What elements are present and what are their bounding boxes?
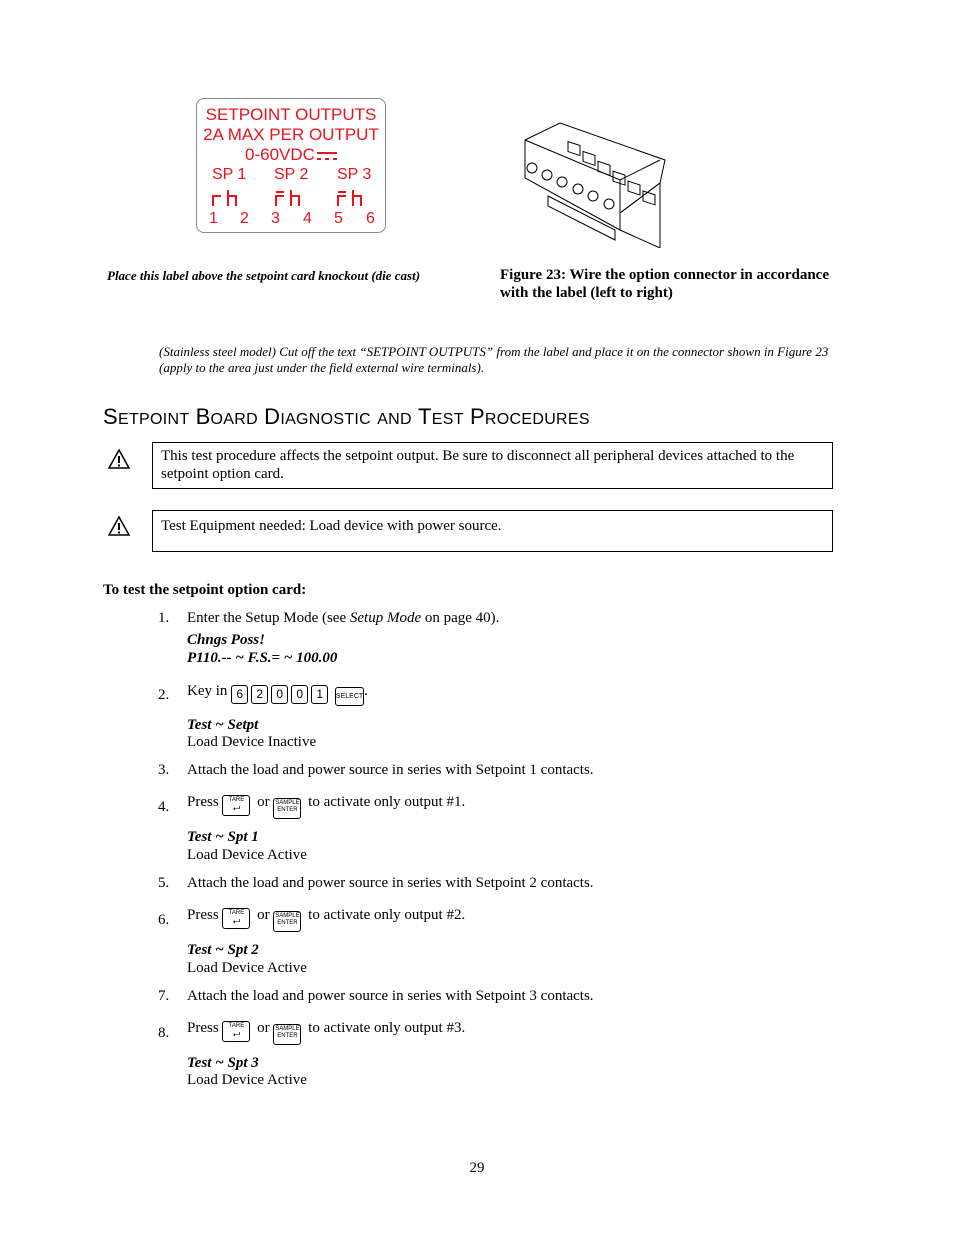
label-line-1: SETPOINT OUTPUTS [205, 105, 377, 124]
setpoint-label [196, 98, 386, 233]
dc-symbol-icon [317, 151, 337, 161]
warning-box-2: Test Equipment needed: Load device with power source. [152, 510, 833, 552]
label-num-4: 4 [303, 210, 312, 227]
label-num-1: 1 [209, 210, 218, 227]
step-text: Attach the load and power source in series with Setpoint 2 contacts. [187, 875, 594, 891]
tare-key-icon: TARE ⮠ [222, 908, 250, 929]
stainless-note: (Stainless steel model) Cut off the text “SETPOINT OUTPUTS” from the label and place it on the connector shown in Figure 23 (apply to the area just under the field external wire terminals). [159, 344, 829, 375]
page-number: 29 [469, 1160, 485, 1176]
label-sp1: SP 1 [212, 166, 247, 183]
label-voltage: 0-60VDC [245, 145, 315, 164]
display-text: Load Device Active [187, 1072, 307, 1088]
display-text: Load Device Active [187, 847, 307, 863]
label-num-5: 5 [334, 210, 343, 227]
label-num-3: 3 [271, 210, 280, 227]
sample-enter-key-icon: SAMPLE ENTER [273, 798, 301, 819]
step-number: 7. [158, 988, 170, 1004]
label-caption: Place this label above the setpoint card knockout (die cast) [107, 268, 421, 283]
step-number: 4. [158, 799, 170, 815]
step-text: Attach the load and power source in series with Setpoint 1 contacts. [187, 762, 594, 778]
label-sp3: SP 3 [337, 166, 372, 183]
display-text: Test ~ Setpt [187, 717, 259, 733]
key-2: 2 [251, 685, 268, 704]
sample-enter-key-icon: SAMPLE ENTER [273, 911, 301, 932]
section-heading: SETPOINT BOARD DIAGNOSTIC AND TEST PROCEDURES [103, 404, 590, 429]
procedure-subheading: To test the setpoint option card: [103, 582, 307, 598]
display-text: Load Device Active [187, 960, 307, 976]
tare-key-icon: TARE ⮠ [222, 795, 250, 816]
display-text: Test ~ Spt 1 [187, 829, 259, 845]
warning-icon [107, 448, 131, 470]
step-number: 5. [158, 875, 170, 891]
key-0: 0 [271, 685, 288, 704]
step-text: Key in 6 2 0 0 1 SELECT. [187, 683, 368, 706]
step-number: 8. [158, 1025, 170, 1041]
option-connector-drawing [520, 118, 670, 248]
display-text: Chngs Poss! [187, 632, 265, 648]
step-text: Press TARE ⮠ or SAMPLE ENTER to activate only output #2. [187, 907, 465, 932]
step-text: Press TARE ⮠ or SAMPLE ENTER to activate only output #3. [187, 1020, 465, 1045]
step-text: Press TARE ⮠ or SAMPLE ENTER to activate only output #1. [187, 794, 465, 819]
step-text: Attach the load and power source in series with Setpoint 3 contacts. [187, 988, 594, 1004]
display-text: Load Device Inactive [187, 734, 317, 750]
step-number: 3. [158, 762, 170, 778]
key-0: 0 [291, 685, 308, 704]
contact-symbols-icon [210, 188, 380, 208]
label-line-2: 2A MAX PER OUTPUT [203, 125, 379, 144]
step-text: Enter the Setup Mode (see Setup Mode on page 40). [187, 610, 500, 626]
display-text: Test ~ Spt 2 [187, 942, 259, 958]
display-text: P110.-- ~ F.S.= ~ 100.00 [187, 650, 338, 666]
label-line-3 [197, 145, 385, 165]
figure-caption: Figure 23: Wire the option connector in accordance with the label (left to right) [500, 267, 829, 301]
tare-key-icon: TARE ⮠ [222, 1021, 250, 1042]
step-number: 6. [158, 912, 170, 928]
warning-icon [107, 515, 131, 537]
label-num-6: 6 [366, 210, 375, 227]
key-6: 6 [231, 685, 248, 704]
label-sp2: SP 2 [274, 166, 309, 183]
step-number: 2. [158, 687, 170, 703]
key-select: SELECT [335, 687, 364, 706]
key-1: 1 [311, 685, 328, 704]
label-num-2: 2 [240, 210, 249, 227]
display-text: Test ~ Spt 3 [187, 1055, 259, 1071]
warning-box-1: This test procedure affects the setpoint output. Be sure to disconnect all peripheral devices attached to the setpoint option card. [152, 442, 833, 489]
sample-enter-key-icon: SAMPLE ENTER [273, 1024, 301, 1045]
step-number: 1. [158, 610, 170, 626]
